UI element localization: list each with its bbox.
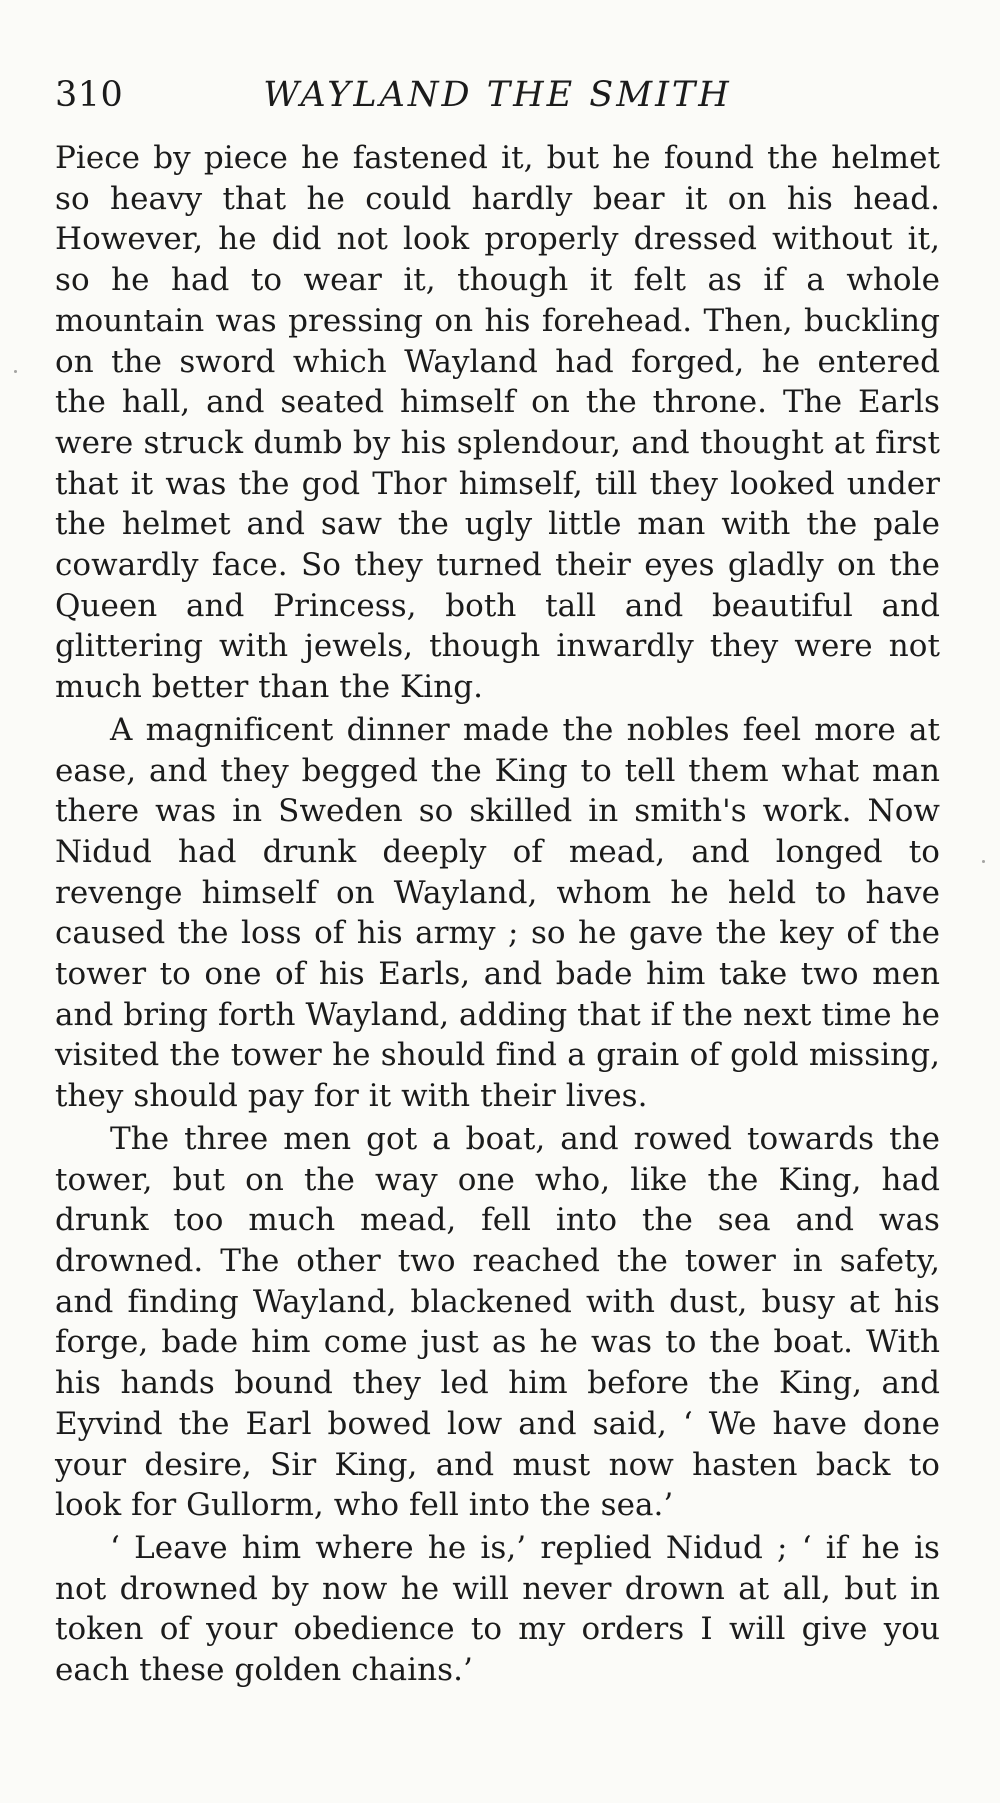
paragraph-dinner-and-earls: A magnificent dinner made the nobles feel more at ease, and they begged the King to tell them what man there was in Sweden so skilled in smith's work. Now Nidud had drunk deeply of mead, and longed to revenge himself on Wayland, whom he held to have caused the loss of his army ; so he gave the key of the tower to one of his Earls, and bade him take two men and bring forth Wayland, adding that if the next time he visited the tower he should find a grain of gold missing, they should pay for it with their lives.: [55, 711, 940, 1115]
scan-speck-right: [982, 860, 985, 863]
paragraph-nidud-reply: ‘ Leave him where he is,’ replied Nidud ; ‘ if he is not drowned by now he will never drown at all, but in token of your obedience to my orders I will give you each these golden chains.’: [55, 1529, 940, 1689]
page-text: [55, 138, 940, 1691]
paragraph-helmet-and-throne: Piece by piece he fastened it, but he found the helmet so heavy that he could hardly bear it on his head. However, he did not look properly dressed without it, so he had to wear it, though it felt as if a whole mountain was pressing on his forehead. Then, buckling on the sword which Wayland had forged, he entered the hall, and seated himself on the throne. The Earls were struck dumb by his splendour, and thought at first that it was the god Thor himself, till they looked under the helmet and saw the ugly little man with the pale cowardly face. So they turned their eyes gladly on the Queen and Princess, both tall and beautiful and glittering with jewels, though inwardly they were not much better than the King.: [55, 140, 940, 706]
page-header: [55, 60, 940, 130]
book-page: [55, 60, 940, 1693]
scan-speck-left: [14, 370, 17, 373]
running-title: WAYLAND THE SMITH: [263, 75, 732, 115]
page-number: 310: [55, 75, 124, 115]
paragraph-boat-to-tower: The three men got a boat, and rowed towards the tower, but on the way one who, like the King, had drunk too much mead, fell into the sea and was drowned. The other two reached the tower in safety, and finding Wayland, blackened with dust, busy at his forge, bade him come just as he was to the boat. With his hands bound they led him before the King, and Eyvind the Earl bowed low and said, ‘ We have done your desire, Sir King, and must now hasten back to look for Gullorm, who fell into the sea.’: [55, 1120, 940, 1524]
